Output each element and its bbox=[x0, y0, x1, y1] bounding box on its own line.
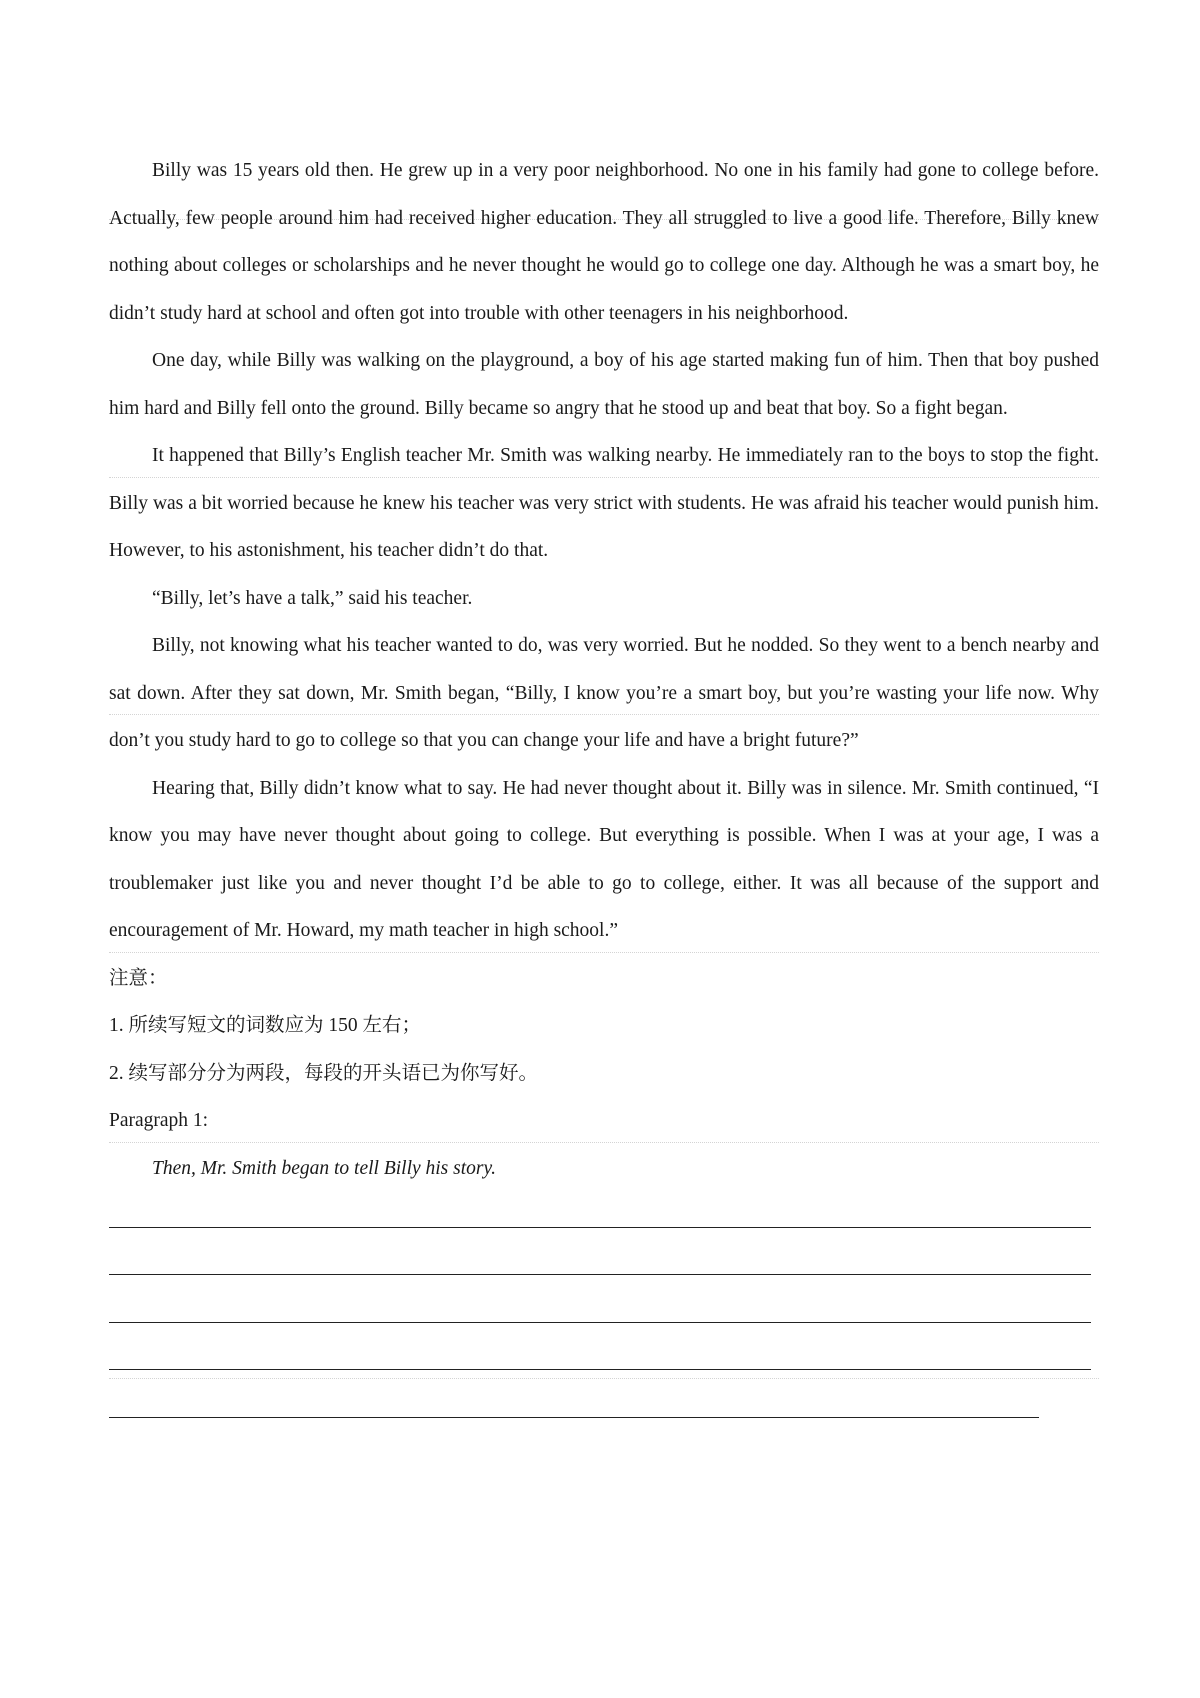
paragraph-label: Paragraph 1: bbox=[109, 1110, 209, 1131]
paragraph-opening-sentence: Then, Mr. Smith began to tell Billy his story. bbox=[152, 1157, 496, 1179]
underline bbox=[109, 1322, 1091, 1323]
notes-item-1: 1. 所续写短文的词数应为 150 左右； bbox=[109, 1015, 422, 1036]
passage-paragraph-1: Billy was 15 years old then. He grew up in a very poor neighborhood. No one in his family had gone to college before. Actually, few people around him had received higher education. They all struggled to live a good life. Therefore, Billy knew nothing about colleges or scholarships and he never thought he would go to college one day. Although he was a smart boy, he didn’t study hard at school and often got into trouble with other teenagers in his neighborhood. bbox=[109, 160, 1099, 324]
answer-line[interactable] bbox=[109, 1287, 1099, 1335]
notes-item-2: 2. 续写部分分为两段，每段的开头语已为你写好。 bbox=[109, 1062, 539, 1084]
underline bbox=[109, 1227, 1091, 1228]
underline bbox=[109, 1274, 1091, 1275]
answer-line[interactable] bbox=[109, 1240, 1099, 1288]
passage-paragraph-6: Hearing that, Billy didn’t know what to say. He had never thought about it. Billy was in silence. Mr. Smith continued, “I know you may have never thought about going to college. But everything is possible. When I was at your age, I was a troublemaker just like you and never thought I’d be able to go to college, either. It was all because of the support and encouragement of Mr. Howard, my math teacher in high school.” bbox=[109, 777, 1099, 941]
passage-paragraph-4: “Billy, let’s have a talk,” said his teacher. bbox=[152, 587, 473, 609]
answer-line[interactable] bbox=[109, 1192, 1099, 1240]
passage-paragraph-2: One day, while Billy was walking on the playground, a boy of his age started making fun of him. Then that boy pushed him hard and Billy fell onto the ground. Billy became so angry that he stood up and beat that boy. So a fight began. bbox=[109, 350, 1099, 419]
underline bbox=[109, 1369, 1091, 1370]
answer-line[interactable] bbox=[109, 1382, 1099, 1430]
underline bbox=[109, 1417, 1039, 1418]
passage-paragraph-5: Billy, not knowing what his teacher wanted to do, was very worried. But he nodded. So they went to a bench nearby and sat down. After they sat down, Mr. Smith began, “Billy, I know you’re a smart boy, but you’re wasting your life now. Why don’t you study hard to go to college so that you can change your life and have a bright future?” bbox=[109, 635, 1099, 751]
answer-area[interactable] bbox=[109, 1192, 1099, 1430]
worksheet-page bbox=[109, 147, 1099, 1430]
answer-line[interactable] bbox=[109, 1335, 1099, 1383]
notes-heading: 注意： bbox=[109, 967, 168, 989]
passage-paragraph-3: It happened that Billy’s English teacher Mr. Smith was walking nearby. He immediately ran to the boys to stop the fight. Billy was a bit worried because he knew his teacher was very strict with students. He was afraid his teacher would punish him. However, to his astonishment, his teacher didn’t do that. bbox=[109, 445, 1099, 561]
